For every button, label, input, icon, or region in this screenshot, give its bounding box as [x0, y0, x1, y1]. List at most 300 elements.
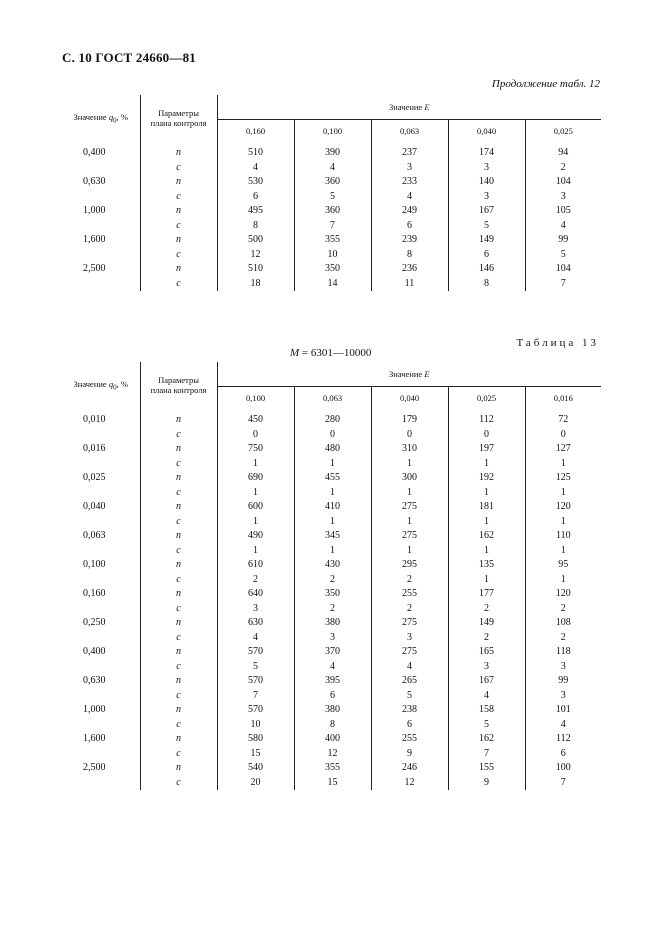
- table-row: [62, 500, 601, 515]
- value-cell: 197: [448, 442, 525, 457]
- value-cell: 2: [371, 602, 448, 617]
- value-cell: 5: [448, 219, 525, 234]
- param-symbol: c: [140, 428, 217, 443]
- value-cell: 3: [560, 190, 566, 202]
- value-cell: 249: [371, 204, 448, 219]
- q0-header-symbol: q: [108, 378, 114, 389]
- page-header: С. 10 ГОСТ 24660—81: [62, 50, 196, 65]
- value-cell: 101: [555, 704, 571, 715]
- q0-value: [62, 602, 140, 617]
- value-cell: 0: [560, 428, 566, 440]
- table-row: [62, 457, 601, 472]
- q0-value: 0,630: [62, 175, 140, 190]
- param-symbol: c: [140, 219, 217, 234]
- subtitle-variable: M: [290, 347, 300, 359]
- params-header-line1: Параметры: [158, 375, 199, 385]
- value-cell: 6: [294, 689, 371, 704]
- e-header: [217, 95, 601, 120]
- table-row: [62, 761, 601, 776]
- value-cell: 390: [294, 141, 371, 161]
- e-value-header: 0,040: [448, 120, 525, 142]
- q0-header-suffix: , %: [116, 111, 128, 122]
- value-cell: 1: [448, 486, 525, 501]
- table-row: [62, 674, 601, 689]
- value-cell: 2: [448, 631, 525, 646]
- q0-value: [62, 747, 140, 762]
- value-cell: 350: [294, 587, 371, 602]
- q0-value: [62, 161, 140, 176]
- subtitle-range: = 6301—10000: [299, 347, 372, 359]
- param-symbol: n: [140, 761, 217, 776]
- value-cell: 162: [448, 529, 525, 544]
- q0-value: [62, 428, 140, 443]
- value-cell: 3: [560, 689, 566, 701]
- value-cell: 370: [294, 645, 371, 660]
- value-cell: 8: [371, 248, 448, 263]
- q0-value: 0,400: [62, 645, 140, 660]
- value-cell: 4: [448, 689, 525, 704]
- e-header: [217, 362, 601, 387]
- value-cell: 580: [217, 732, 294, 747]
- e-value-header: 0,063: [371, 120, 448, 142]
- param-symbol: c: [140, 573, 217, 588]
- value-cell: 10: [294, 248, 371, 263]
- params-header-line1: Параметры: [158, 108, 199, 118]
- value-cell: 5: [294, 190, 371, 205]
- table-row: [62, 471, 601, 486]
- param-symbol: n: [140, 732, 217, 747]
- value-cell: 295: [371, 558, 448, 573]
- value-cell: 570: [217, 703, 294, 718]
- value-cell: 8: [217, 219, 294, 234]
- value-cell: 500: [217, 233, 294, 248]
- q0-header-prefix: Значение: [73, 111, 109, 122]
- value-cell: 12: [371, 776, 448, 791]
- q0-value: 0,630: [62, 674, 140, 689]
- value-cell: 158: [448, 703, 525, 718]
- value-cell: 15: [217, 747, 294, 762]
- q0-value: 0,040: [62, 500, 140, 515]
- param-symbol: n: [140, 529, 217, 544]
- value-cell: 2: [560, 631, 566, 643]
- value-cell: 2: [371, 573, 448, 588]
- value-cell: 4: [371, 190, 448, 205]
- value-cell: 6: [371, 219, 448, 234]
- value-cell: 135: [448, 558, 525, 573]
- value-cell: 430: [294, 558, 371, 573]
- table-row: [62, 233, 601, 248]
- value-cell: 7: [560, 776, 566, 788]
- value-cell: 167: [448, 674, 525, 689]
- param-symbol: c: [140, 544, 217, 559]
- table-row: [62, 544, 601, 559]
- value-cell: 610: [217, 558, 294, 573]
- q0-header-sub: 0: [113, 383, 117, 392]
- value-cell: 3: [371, 161, 448, 176]
- value-cell: 1: [217, 457, 294, 472]
- value-cell: 5: [371, 689, 448, 704]
- q0-header: [62, 362, 140, 408]
- value-cell: 480: [294, 442, 371, 457]
- value-cell: 350: [294, 262, 371, 277]
- value-cell: 14: [294, 277, 371, 292]
- value-cell: 0: [448, 428, 525, 443]
- value-cell: 1: [448, 544, 525, 559]
- header-row: [62, 362, 601, 387]
- value-cell: 1: [294, 486, 371, 501]
- value-cell: 1: [294, 544, 371, 559]
- value-cell: 192: [448, 471, 525, 486]
- param-symbol: n: [140, 141, 217, 161]
- q0-value: [62, 689, 140, 704]
- value-cell: 246: [371, 761, 448, 776]
- params-header: [140, 95, 217, 141]
- value-cell: 280: [294, 408, 371, 428]
- table-row: [62, 631, 601, 646]
- table-row: [62, 747, 601, 762]
- param-symbol: c: [140, 161, 217, 176]
- table-row: [62, 573, 601, 588]
- param-symbol: n: [140, 471, 217, 486]
- value-cell: 1: [294, 457, 371, 472]
- table-row: [62, 175, 601, 190]
- value-cell: 104: [555, 263, 571, 274]
- value-cell: 4: [217, 161, 294, 176]
- value-cell: 345: [294, 529, 371, 544]
- q0-value: [62, 631, 140, 646]
- value-cell: 108: [555, 617, 571, 628]
- value-cell: 310: [371, 442, 448, 457]
- value-cell: 6: [217, 190, 294, 205]
- value-cell: 360: [294, 175, 371, 190]
- value-cell: 4: [560, 718, 566, 730]
- q0-value: [62, 776, 140, 791]
- q0-header-symbol: q: [108, 111, 114, 122]
- value-cell: 7: [448, 747, 525, 762]
- param-symbol: n: [140, 233, 217, 248]
- q0-value: 0,025: [62, 471, 140, 486]
- q0-value: [62, 573, 140, 588]
- value-cell: 355: [294, 233, 371, 248]
- table-13-subtitle: [290, 347, 371, 359]
- table-row: [62, 732, 601, 747]
- value-cell: 140: [448, 175, 525, 190]
- q0-header: [62, 95, 140, 141]
- param-symbol: n: [140, 616, 217, 631]
- table-row: [62, 408, 601, 428]
- e-value-header: 0,040: [371, 387, 448, 409]
- value-cell: 0: [294, 428, 371, 443]
- table-row: [62, 204, 601, 219]
- value-cell: 3: [371, 631, 448, 646]
- value-cell: 3: [217, 602, 294, 617]
- table-row: [62, 262, 601, 277]
- value-cell: 1: [560, 515, 566, 527]
- value-cell: 1: [560, 573, 566, 585]
- table-row: [62, 587, 601, 602]
- value-cell: 510: [217, 141, 294, 161]
- value-cell: 2: [560, 602, 566, 614]
- value-cell: 1: [217, 544, 294, 559]
- q0-value: [62, 486, 140, 501]
- value-cell: 6: [448, 248, 525, 263]
- param-symbol: n: [140, 204, 217, 219]
- value-cell: 1: [217, 515, 294, 530]
- value-cell: 570: [217, 674, 294, 689]
- value-cell: 237: [371, 141, 448, 161]
- table-row: [62, 161, 601, 176]
- value-cell: 238: [371, 703, 448, 718]
- value-cell: 104: [555, 176, 571, 187]
- value-cell: 95: [558, 559, 569, 570]
- value-cell: 99: [558, 675, 569, 686]
- value-cell: 380: [294, 703, 371, 718]
- e-header-prefix: Значение: [389, 369, 425, 379]
- q0-value: [62, 457, 140, 472]
- param-symbol: c: [140, 602, 217, 617]
- q0-value: 1,600: [62, 732, 140, 747]
- value-cell: 510: [217, 262, 294, 277]
- value-cell: 3: [448, 190, 525, 205]
- e-value-header: 0,100: [294, 120, 371, 142]
- value-cell: 255: [371, 587, 448, 602]
- param-symbol: c: [140, 248, 217, 263]
- param-symbol: n: [140, 645, 217, 660]
- param-symbol: n: [140, 175, 217, 190]
- q0-value: 0,063: [62, 529, 140, 544]
- param-symbol: n: [140, 262, 217, 277]
- value-cell: 0: [217, 428, 294, 443]
- value-cell: 380: [294, 616, 371, 631]
- value-cell: 125: [555, 472, 571, 483]
- value-cell: 490: [217, 529, 294, 544]
- q0-value: 0,400: [62, 141, 140, 161]
- header-row: [62, 95, 601, 120]
- value-cell: 495: [217, 204, 294, 219]
- value-cell: 8: [448, 277, 525, 292]
- value-cell: 2: [294, 602, 371, 617]
- value-cell: 750: [217, 442, 294, 457]
- table-row: [62, 689, 601, 704]
- table-row: [62, 602, 601, 617]
- param-symbol: n: [140, 703, 217, 718]
- value-cell: 162: [448, 732, 525, 747]
- value-cell: 1: [448, 515, 525, 530]
- value-cell: 275: [371, 616, 448, 631]
- table-row: [62, 703, 601, 718]
- value-cell: 1: [560, 486, 566, 498]
- q0-value: [62, 190, 140, 205]
- value-cell: 0: [371, 428, 448, 443]
- value-cell: 1: [371, 486, 448, 501]
- e-value-header: 0,025: [448, 387, 525, 409]
- param-symbol: c: [140, 457, 217, 472]
- value-cell: 6: [560, 747, 566, 759]
- param-symbol: c: [140, 776, 217, 791]
- value-cell: 6: [371, 718, 448, 733]
- value-cell: 174: [448, 141, 525, 161]
- value-cell: 181: [448, 500, 525, 515]
- q0-value: 1,600: [62, 233, 140, 248]
- value-cell: 12: [217, 248, 294, 263]
- value-cell: 355: [294, 761, 371, 776]
- value-cell: 9: [371, 747, 448, 762]
- value-cell: 165: [448, 645, 525, 660]
- param-symbol: c: [140, 689, 217, 704]
- value-cell: 275: [371, 529, 448, 544]
- continuation-label: Продолжение табл. 12: [491, 78, 600, 90]
- value-cell: 11: [371, 277, 448, 292]
- value-cell: 410: [294, 500, 371, 515]
- value-cell: 630: [217, 616, 294, 631]
- value-cell: 300: [371, 471, 448, 486]
- q0-value: 0,100: [62, 558, 140, 573]
- value-cell: 2: [217, 573, 294, 588]
- param-symbol: c: [140, 631, 217, 646]
- q0-header-prefix: Значение: [73, 378, 109, 389]
- value-cell: 400: [294, 732, 371, 747]
- value-cell: 239: [371, 233, 448, 248]
- value-cell: 2: [448, 602, 525, 617]
- table-row: [62, 718, 601, 733]
- value-cell: 94: [558, 147, 569, 158]
- value-cell: 20: [217, 776, 294, 791]
- param-symbol: n: [140, 558, 217, 573]
- value-cell: 1: [560, 457, 566, 469]
- table-row: [62, 486, 601, 501]
- q0-value: [62, 248, 140, 263]
- value-cell: 2: [560, 161, 566, 173]
- param-symbol: c: [140, 660, 217, 675]
- value-cell: 9: [448, 776, 525, 791]
- table-row: [62, 776, 601, 791]
- value-cell: 155: [448, 761, 525, 776]
- value-cell: 15: [294, 776, 371, 791]
- value-cell: 4: [294, 161, 371, 176]
- value-cell: 118: [555, 646, 571, 657]
- table-13-caption: Таблица 13: [516, 337, 599, 349]
- value-cell: 3: [448, 161, 525, 176]
- q0-value: [62, 515, 140, 530]
- q0-value: 1,000: [62, 204, 140, 219]
- value-cell: 1: [560, 544, 566, 556]
- param-symbol: c: [140, 747, 217, 762]
- value-cell: 7: [560, 277, 566, 289]
- table-row: [62, 645, 601, 660]
- value-cell: 2: [294, 573, 371, 588]
- value-cell: 179: [371, 408, 448, 428]
- value-cell: 233: [371, 175, 448, 190]
- table-row: [62, 219, 601, 234]
- value-cell: 8: [294, 718, 371, 733]
- e-header-symbol: E: [424, 369, 430, 379]
- param-symbol: c: [140, 718, 217, 733]
- param-symbol: n: [140, 674, 217, 689]
- value-cell: 105: [555, 205, 571, 216]
- param-symbol: n: [140, 500, 217, 515]
- table-row: [62, 558, 601, 573]
- q0-value: [62, 277, 140, 292]
- value-cell: 570: [217, 645, 294, 660]
- value-cell: 265: [371, 674, 448, 689]
- value-cell: 100: [555, 762, 571, 773]
- value-cell: 146: [448, 262, 525, 277]
- value-cell: 72: [558, 414, 569, 425]
- e-value-header: 0,100: [217, 387, 294, 409]
- e-value-header: 0,025: [525, 120, 601, 142]
- q0-value: 0,250: [62, 616, 140, 631]
- param-symbol: n: [140, 587, 217, 602]
- q0-value: 0,016: [62, 442, 140, 457]
- value-cell: 530: [217, 175, 294, 190]
- q0-header-suffix: , %: [116, 378, 128, 389]
- value-cell: 7: [217, 689, 294, 704]
- value-cell: 149: [448, 233, 525, 248]
- value-cell: 5: [560, 248, 566, 260]
- q0-header-sub: 0: [113, 116, 117, 125]
- table-row: [62, 442, 601, 457]
- e-value-header: 0,063: [294, 387, 371, 409]
- value-cell: 1: [371, 515, 448, 530]
- value-cell: 167: [448, 204, 525, 219]
- param-symbol: c: [140, 486, 217, 501]
- value-cell: 540: [217, 761, 294, 776]
- value-cell: 3: [448, 660, 525, 675]
- param-symbol: c: [140, 277, 217, 292]
- value-cell: 7: [294, 219, 371, 234]
- value-cell: 1: [448, 573, 525, 588]
- e-header-prefix: Значение: [389, 102, 425, 112]
- value-cell: 3: [560, 660, 566, 672]
- q0-value: 2,500: [62, 262, 140, 277]
- value-cell: 360: [294, 204, 371, 219]
- value-cell: 4: [371, 660, 448, 675]
- value-cell: 255: [371, 732, 448, 747]
- value-cell: 4: [217, 631, 294, 646]
- table-row: [62, 660, 601, 675]
- q0-value: [62, 718, 140, 733]
- value-cell: 5: [448, 718, 525, 733]
- value-cell: 395: [294, 674, 371, 689]
- value-cell: 1: [294, 515, 371, 530]
- q0-value: [62, 660, 140, 675]
- q0-value: 0,010: [62, 408, 140, 428]
- table-12: [62, 95, 601, 291]
- value-cell: 12: [294, 747, 371, 762]
- param-symbol: c: [140, 190, 217, 205]
- table-row: [62, 616, 601, 631]
- value-cell: 4: [294, 660, 371, 675]
- value-cell: 5: [217, 660, 294, 675]
- params-header-line2: плана контроля: [150, 385, 207, 395]
- value-cell: 112: [555, 733, 571, 744]
- table-row: [62, 428, 601, 443]
- q0-value: 0,160: [62, 587, 140, 602]
- value-cell: 1: [217, 486, 294, 501]
- value-cell: 275: [371, 645, 448, 660]
- param-symbol: n: [140, 408, 217, 428]
- e-value-header: 0,016: [525, 387, 601, 409]
- table-row: [62, 190, 601, 205]
- value-cell: 275: [371, 500, 448, 515]
- q0-value: 2,500: [62, 761, 140, 776]
- table-13: [62, 362, 601, 790]
- value-cell: 1: [448, 457, 525, 472]
- table-row: [62, 515, 601, 530]
- q0-value: 1,000: [62, 703, 140, 718]
- params-header: [140, 362, 217, 408]
- param-symbol: n: [140, 442, 217, 457]
